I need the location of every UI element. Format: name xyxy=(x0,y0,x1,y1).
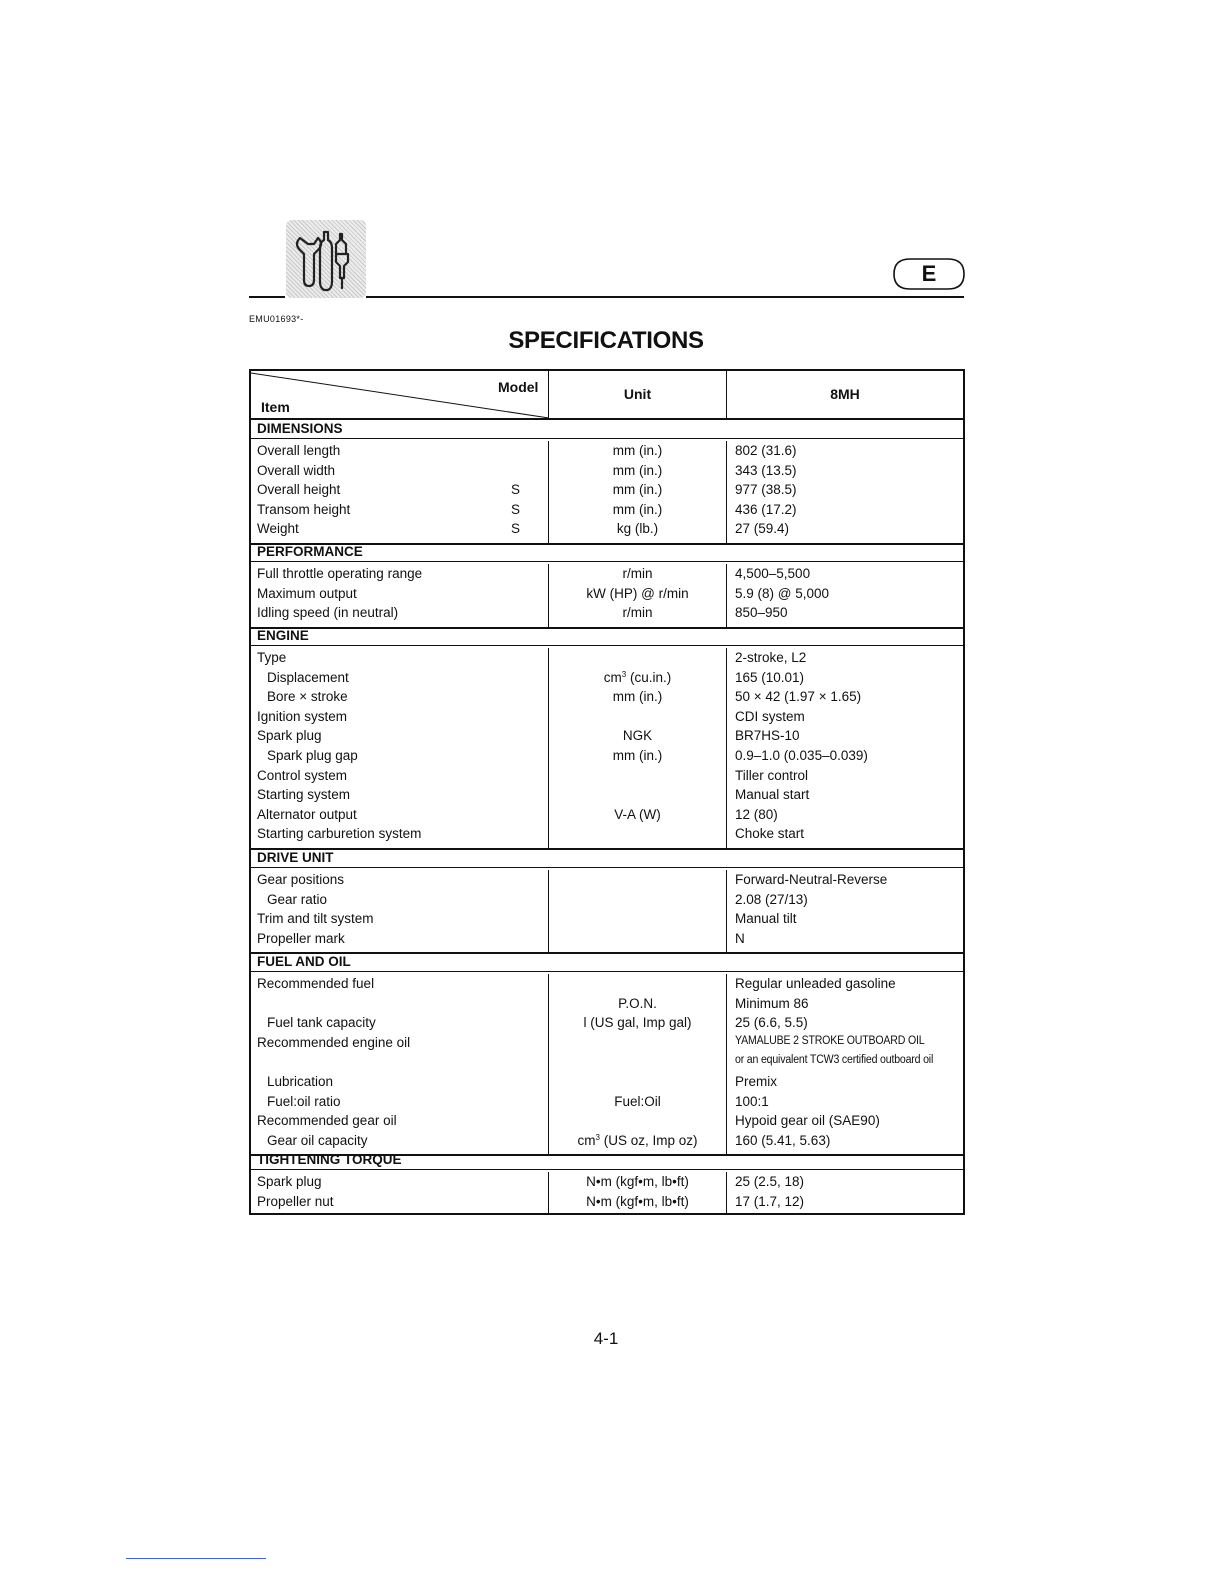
item-cell: Spark plug gap xyxy=(267,748,358,763)
item-cell: Recommended engine oil xyxy=(257,1034,411,1050)
value-cell: 25 (2.5, 18) xyxy=(735,1174,805,1189)
unit-cell: mm (in.) xyxy=(612,462,663,478)
section-body xyxy=(251,974,963,1156)
value-cell: Tiller control xyxy=(735,767,809,783)
table-row xyxy=(251,767,963,787)
value-cell: 802 (31.6) xyxy=(735,443,797,458)
unit-cell: r/min xyxy=(622,566,653,581)
value-cell: 12 (80) xyxy=(735,806,778,822)
item-cell: Control system xyxy=(257,767,348,783)
value-cell: 436 (17.2) xyxy=(735,501,797,517)
unit-text: cm xyxy=(603,669,622,685)
item-cell: Gear positions xyxy=(257,872,345,887)
table-row xyxy=(251,442,963,462)
table-row xyxy=(251,1093,963,1113)
value-cell: N xyxy=(735,930,745,946)
unit-cell: N•m (kgf•m, lb•ft) xyxy=(586,1193,689,1209)
item-cell: Overall height xyxy=(257,482,341,498)
table-row xyxy=(251,669,963,689)
header-rule-left xyxy=(249,296,285,298)
item-cell: Type xyxy=(257,650,287,665)
unit-text: (US oz, Imp oz) xyxy=(599,1132,698,1148)
table-row xyxy=(251,1034,963,1054)
unit-cell xyxy=(549,1133,726,1148)
table-row xyxy=(251,565,963,585)
section-body xyxy=(251,870,963,954)
value-cell: Manual start xyxy=(735,787,810,803)
item-cell: Transom height xyxy=(257,501,351,517)
item-cell: Starting system xyxy=(257,787,351,803)
table-row xyxy=(251,520,963,540)
section-title: DRIVE UNIT xyxy=(251,848,963,868)
section-body xyxy=(251,441,963,545)
value-cell: Forward-Neutral-Reverse xyxy=(735,872,888,887)
table-row xyxy=(251,708,963,728)
table-row xyxy=(251,1132,963,1152)
table-row xyxy=(251,891,963,911)
item-cell: Propeller mark xyxy=(257,930,345,946)
unit-cell: l (US gal, Imp gal) xyxy=(583,1015,692,1031)
table-row xyxy=(251,871,963,891)
table-row xyxy=(251,501,963,521)
unit-cell xyxy=(549,670,726,685)
item-cell: Alternator output xyxy=(257,806,357,822)
section-title: DIMENSIONS xyxy=(251,419,963,439)
unit-cell: V-A (W) xyxy=(614,806,661,822)
language-badge xyxy=(892,256,966,292)
unit-cell: Fuel:Oil xyxy=(614,1093,661,1109)
value-cell: 165 (10.01) xyxy=(735,669,805,685)
value-cell: Premix xyxy=(735,1074,778,1089)
unit-cell: r/min xyxy=(622,605,653,621)
section-title: ENGINE xyxy=(251,626,963,646)
table-row xyxy=(251,1193,963,1213)
value-cell: BR7HS-10 xyxy=(735,728,800,744)
value-cell: 17 (1.7, 12) xyxy=(735,1193,805,1209)
table-row xyxy=(251,688,963,708)
value-cell: Regular unleaded gasoline xyxy=(735,976,896,991)
table-row xyxy=(251,1053,963,1073)
unit-cell: NGK xyxy=(622,728,653,744)
unit-cell: N•m (kgf•m, lb•ft) xyxy=(586,1174,689,1189)
unit-superscript: 3 xyxy=(595,1132,600,1142)
item-cell: Bore × stroke xyxy=(267,689,348,705)
unit-cell: mm (in.) xyxy=(612,501,663,517)
table-row xyxy=(251,825,963,845)
unit-text: cm xyxy=(577,1132,596,1148)
table-row xyxy=(251,747,963,767)
section-title: PERFORMANCE xyxy=(251,542,963,562)
table-header xyxy=(251,371,963,420)
table-row xyxy=(251,1173,963,1193)
table-row xyxy=(251,604,963,624)
item-cell: Recommended fuel xyxy=(257,976,375,991)
item-cell: Fuel:oil ratio xyxy=(267,1093,341,1109)
value-cell: CDI system xyxy=(735,708,805,724)
table-row xyxy=(251,930,963,950)
value-cell: YAMALUBE 2 STROKE OUTBOARD OIL xyxy=(735,1034,925,1047)
page-number: 4-1 xyxy=(593,1329,619,1348)
value-cell: 850–950 xyxy=(735,605,788,621)
value-cell: 2.08 (27/13) xyxy=(735,891,808,907)
value-cell: 977 (38.5) xyxy=(735,482,797,498)
table-row xyxy=(251,910,963,930)
value-cell: 160 (5.41, 5.63) xyxy=(735,1132,831,1148)
item-cell: Full throttle operating range xyxy=(257,566,423,581)
table-row xyxy=(251,786,963,806)
item-cell: Fuel tank capacity xyxy=(267,1015,376,1031)
unit-cell: mm (in.) xyxy=(612,748,663,763)
header-model-label: Model xyxy=(498,379,539,395)
bottom-underline xyxy=(126,1558,266,1559)
value-cell: 0.9–1.0 (0.035–0.039) xyxy=(735,748,868,763)
table-row xyxy=(251,1112,963,1132)
item-cell: Overall width xyxy=(257,462,336,478)
item-cell: Propeller nut xyxy=(257,1193,334,1209)
item-cell: Spark plug xyxy=(257,1174,322,1189)
document-code: EMU01693*- xyxy=(249,314,304,324)
item-cell: Maximum output xyxy=(257,585,357,601)
table-row xyxy=(251,1014,963,1034)
value-cell: 100:1 xyxy=(735,1093,769,1109)
s-mark-cell: S xyxy=(511,482,521,498)
value-cell: 25 (6.6, 5.5) xyxy=(735,1015,808,1031)
item-cell: Overall length xyxy=(257,443,341,458)
item-cell: Recommended gear oil xyxy=(257,1113,397,1129)
s-mark-cell: S xyxy=(511,501,521,517)
unit-cell: mm (in.) xyxy=(612,482,663,498)
table-row xyxy=(251,585,963,605)
table-row xyxy=(251,481,963,501)
value-cell: 2-stroke, L2 xyxy=(735,650,807,665)
unit-cell: P.O.N. xyxy=(618,995,657,1011)
table-row xyxy=(251,649,963,669)
table-row xyxy=(251,995,963,1015)
item-cell: Starting carburetion system xyxy=(257,826,422,842)
value-cell: 27 (59.4) xyxy=(735,521,790,537)
header-rule-right xyxy=(366,296,964,298)
item-cell: Gear oil capacity xyxy=(267,1132,368,1148)
unit-text: (cu.in.) xyxy=(626,669,672,685)
item-cell: Displacement xyxy=(267,669,349,685)
page-title: SPECIFICATIONS xyxy=(508,327,704,354)
value-cell: Choke start xyxy=(735,826,805,842)
item-cell: Trim and tilt system xyxy=(257,911,374,927)
specifications-table xyxy=(249,369,965,1215)
section-body xyxy=(251,564,963,629)
item-cell: Weight xyxy=(257,521,299,537)
table-row xyxy=(251,975,963,995)
unit-cell: kW (HP) @ r/min xyxy=(586,585,689,601)
tools-icon xyxy=(286,220,366,298)
item-cell: Gear ratio xyxy=(267,891,328,907)
item-cell: Lubrication xyxy=(267,1074,334,1089)
unit-superscript: 3 xyxy=(621,669,627,679)
table-row xyxy=(251,727,963,747)
table-row xyxy=(251,462,963,482)
value-cell: 4,500–5,500 xyxy=(735,566,811,581)
header-model-name: 8MH xyxy=(830,386,860,402)
header-unit-label: Unit xyxy=(623,386,652,402)
unit-cell: kg (lb.) xyxy=(616,521,659,537)
value-cell: Manual tilt xyxy=(735,911,797,927)
table-row xyxy=(251,806,963,826)
value-cell: Hypoid gear oil (SAE90) xyxy=(735,1113,880,1129)
value-cell: Minimum 86 xyxy=(735,995,809,1011)
value-cell: 5.9 (8) @ 5,000 xyxy=(735,585,830,601)
item-cell: Spark plug xyxy=(257,728,322,744)
header-item-label: Item xyxy=(261,399,290,415)
unit-cell: mm (in.) xyxy=(612,443,663,458)
unit-cell: mm (in.) xyxy=(612,689,663,705)
language-badge-letter: E xyxy=(921,261,937,286)
value-cell: or an equivalent TCW3 certified outboard oil xyxy=(735,1054,934,1067)
section-body xyxy=(251,648,963,850)
item-cell: Ignition system xyxy=(257,708,348,724)
s-mark-cell: S xyxy=(511,521,521,537)
section-title: FUEL AND OIL xyxy=(251,952,963,972)
table-row xyxy=(251,1073,963,1093)
item-cell: Idling speed (in neutral) xyxy=(257,605,399,621)
section-title: TIGHTENING TORQUE xyxy=(251,1150,963,1170)
section-body xyxy=(251,1172,963,1215)
value-cell: 50 × 42 (1.97 × 1.65) xyxy=(735,689,862,705)
value-cell: 343 (13.5) xyxy=(735,462,797,478)
